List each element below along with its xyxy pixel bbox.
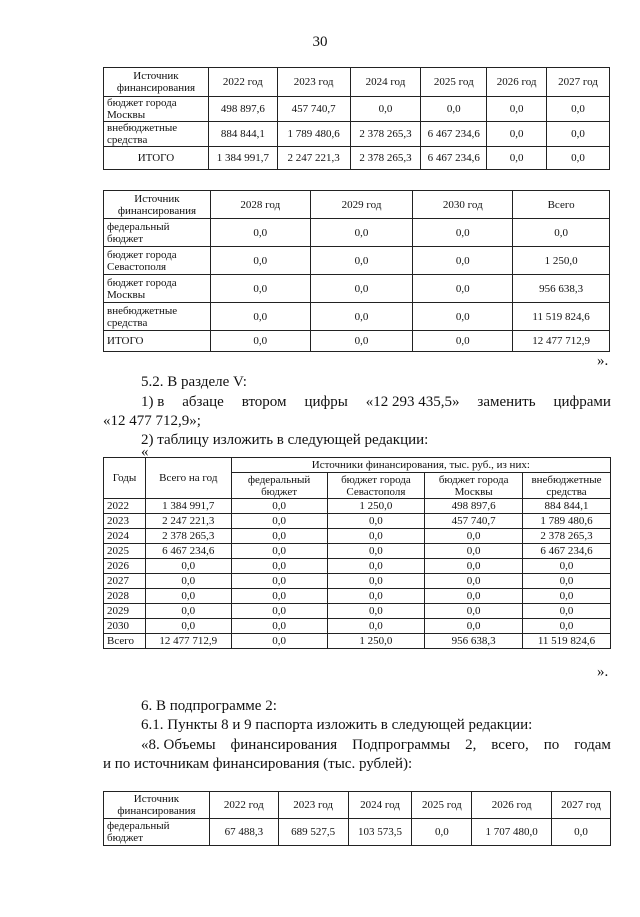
table-cell: 0,0 [231,604,327,619]
header-cell: 2029 год [310,191,413,219]
table-cell: 0,0 [523,574,611,589]
table-cell: 0,0 [425,604,523,619]
table-cell: 0,0 [425,589,523,604]
year-cell: 2028 [104,589,146,604]
year-cell: 2026 [104,559,146,574]
header-cell: внебюджетные средства [523,473,611,499]
header-cell: Всего на год [145,458,231,499]
table-total-row [104,634,611,649]
word: всего, [491,737,529,753]
year-cell: 2023 [104,514,146,529]
table-cell: 11 519 824,6 [513,303,610,331]
table-row [104,529,611,544]
header-cell: бюджет города Севастополя [327,473,425,499]
table-total-row [104,147,610,170]
table-cell: 0,0 [310,275,413,303]
header-cell: Источник финансирования [104,191,211,219]
table-cell: 884 844,1 [523,499,611,514]
header-cell: 2028 год [210,191,310,219]
header-cell: Источник финансирования [104,68,209,97]
table-cell: 0,0 [327,514,425,529]
header-cell: федеральный бюджет [231,473,327,499]
table-cell: 6 467 234,6 [421,147,487,170]
word: 2, [465,737,477,753]
word: цифрами [553,394,611,410]
word: втором [241,394,287,410]
table-cell: 1 250,0 [327,499,425,514]
table-cell: 0,0 [421,97,487,122]
table-cell: 0,0 [231,544,327,559]
table-cell: 0,0 [231,574,327,589]
table-cell: 1 789 480,6 [277,122,350,147]
table-cell: 0,0 [513,219,610,247]
subprogram-2-funding-table [103,791,611,846]
header-cell: 2022 год [209,792,278,819]
funding-table-2028-2030 [103,190,610,352]
table-cell: 0,0 [523,559,611,574]
table-cell: 0,0 [547,147,610,170]
paragraph-line: «12 477 712,9»; [103,413,201,429]
table-cell: 0,0 [210,303,310,331]
header-cell: 2030 год [413,191,513,219]
year-cell: 2022 [104,499,146,514]
table-cell: 0,0 [487,122,547,147]
closing-quote: ». [597,664,609,680]
table-header-row [104,191,610,219]
word: «12 293 435,5» [365,394,460,410]
table-cell: 0,0 [145,619,231,634]
table-cell: 1 250,0 [327,634,425,649]
table-cell: 0,0 [547,122,610,147]
table-cell: 12 477 712,9 [513,331,610,352]
table-row [104,619,611,634]
word: абзаце [182,394,224,410]
funding-by-year-table [103,457,611,649]
word: цифры [304,394,348,410]
table-cell: 2 247 221,3 [145,514,231,529]
table-header-row [104,458,611,473]
section-heading: 5.2. В разделе V: [141,374,247,390]
funding-table-2022-2027 [103,67,610,170]
table-cell: 498 897,6 [425,499,523,514]
year-cell: 2030 [104,619,146,634]
table-cell: 6 467 234,6 [523,544,611,559]
table-cell: 103 573,5 [348,819,412,846]
table-cell: 2 247 221,3 [277,147,350,170]
table-cell: 498 897,6 [208,97,277,122]
word: 1) в [141,394,165,410]
table-row [104,499,611,514]
table-row [104,559,611,574]
table-total-row [104,331,610,352]
header-cell: Годы [104,458,146,499]
section-heading: 6.1. Пункты 8 и 9 паспорта изложить в следующей редакции: [141,717,533,733]
row-label: внебюджетные средства [104,303,211,331]
header-cell: бюджет города Москвы [425,473,523,499]
header-cell: 2027 год [547,68,610,97]
header-cell: Источник финансирования [104,792,210,819]
table-row [104,514,611,529]
table-row [104,589,611,604]
word: годам [574,737,611,753]
closing-quote: ». [597,353,609,369]
header-cell: Источники финансирования, тыс. руб., из них: [231,458,610,473]
table-cell: 0,0 [523,604,611,619]
paragraph-line [141,736,611,755]
table-cell: 2 378 265,3 [350,122,421,147]
table-row [104,275,610,303]
section-heading: 6. В подпрограмме 2: [141,698,277,714]
row-label: федеральный бюджет [104,219,211,247]
table-cell: 0,0 [310,247,413,275]
year-cell: Всего [104,634,146,649]
paragraph-line [141,393,611,412]
row-label: бюджет города Москвы [104,275,211,303]
table-cell: 0,0 [327,559,425,574]
opening-quote: « [141,444,149,460]
table-cell: 2 378 265,3 [523,529,611,544]
table-cell: 6 467 234,6 [421,122,487,147]
table-cell: 12 477 712,9 [145,634,231,649]
word: «8. Объемы [141,737,216,753]
table-row [104,604,611,619]
header-cell: Всего [513,191,610,219]
table-row [104,247,610,275]
table-cell: 457 740,7 [425,514,523,529]
table-cell: 0,0 [145,604,231,619]
table-cell: 0,0 [413,247,513,275]
table-row [104,819,611,846]
table-cell: 0,0 [523,589,611,604]
table-cell: 0,0 [231,619,327,634]
table-cell: 0,0 [145,559,231,574]
table-cell: 0,0 [310,219,413,247]
table-cell: 0,0 [425,529,523,544]
table-row [104,574,611,589]
row-label: ИТОГО [104,147,209,170]
header-cell: 2027 год [552,792,611,819]
table-cell: 0,0 [547,97,610,122]
table-cell: 0,0 [523,619,611,634]
table-cell: 0,0 [231,559,327,574]
table-cell: 0,0 [350,97,421,122]
table-cell: 0,0 [231,529,327,544]
table-cell: 0,0 [413,275,513,303]
row-label: бюджет города Севастополя [104,247,211,275]
header-cell: 2026 год [472,792,552,819]
table-row [104,122,610,147]
table-header-row [104,68,610,97]
table-cell: 0,0 [231,499,327,514]
row-label: внебюджетные средства [104,122,209,147]
table-cell: 0,0 [412,819,472,846]
word: заменить [477,394,536,410]
table-cell: 956 638,3 [513,275,610,303]
table-cell: 0,0 [210,247,310,275]
table-cell: 0,0 [310,331,413,352]
header-cell: 2025 год [412,792,472,819]
table-cell: 1 384 991,7 [145,499,231,514]
row-label: федеральный бюджет [104,819,210,846]
table-cell: 1 707 480,0 [472,819,552,846]
table-cell: 0,0 [327,604,425,619]
table-cell: 2 378 265,3 [350,147,421,170]
table-cell: 0,0 [210,219,310,247]
header-cell: 2022 год [208,68,277,97]
table-cell: 457 740,7 [277,97,350,122]
table-cell: 1 384 991,7 [208,147,277,170]
table-cell: 0,0 [425,544,523,559]
page-number: 30 [312,34,328,50]
table-row [104,97,610,122]
table-cell: 0,0 [327,574,425,589]
word: по [543,737,560,753]
table-cell: 0,0 [231,634,327,649]
table-cell: 689 527,5 [278,819,348,846]
table-cell: 1 250,0 [513,247,610,275]
row-label: ИТОГО [104,331,211,352]
table-cell: 2 378 265,3 [145,529,231,544]
header-cell: 2024 год [348,792,412,819]
table-cell: 0,0 [327,529,425,544]
table-cell: 11 519 824,6 [523,634,611,649]
table-cell: 0,0 [327,619,425,634]
table-cell: 956 638,3 [425,634,523,649]
table-header-row [104,792,611,819]
table-row [104,219,610,247]
word: финансирования [230,737,338,753]
table-cell: 1 789 480,6 [523,514,611,529]
table-row [104,303,610,331]
table-cell: 6 467 234,6 [145,544,231,559]
table-cell: 0,0 [145,574,231,589]
table-cell: 884 844,1 [208,122,277,147]
year-cell: 2027 [104,574,146,589]
table-cell: 0,0 [231,514,327,529]
row-label: бюджет города Москвы [104,97,209,122]
header-cell: 2025 год [421,68,487,97]
paragraph-line: 2) таблицу изложить в следующей редакции: [141,432,429,448]
table-cell: 0,0 [425,619,523,634]
table-cell: 0,0 [210,275,310,303]
table-cell: 0,0 [210,331,310,352]
word: Подпрограммы [352,737,451,753]
table-cell: 0,0 [413,331,513,352]
table-cell: 0,0 [425,574,523,589]
year-cell: 2029 [104,604,146,619]
table-row [104,544,611,559]
header-cell: 2024 год [350,68,421,97]
table-cell: 0,0 [413,303,513,331]
table-cell: 0,0 [231,589,327,604]
table-cell: 0,0 [413,219,513,247]
header-cell: 2023 год [278,792,348,819]
table-cell: 0,0 [487,147,547,170]
table-cell: 0,0 [552,819,611,846]
table-cell: 0,0 [145,589,231,604]
year-cell: 2024 [104,529,146,544]
table-cell: 0,0 [327,544,425,559]
table-cell: 0,0 [425,559,523,574]
table-cell: 67 488,3 [209,819,278,846]
table-cell: 0,0 [487,97,547,122]
table-cell: 0,0 [327,589,425,604]
header-cell: 2026 год [487,68,547,97]
paragraph-line: и по источникам финансирования (тыс. рублей): [103,756,413,772]
year-cell: 2025 [104,544,146,559]
table-cell: 0,0 [310,303,413,331]
header-cell: 2023 год [277,68,350,97]
